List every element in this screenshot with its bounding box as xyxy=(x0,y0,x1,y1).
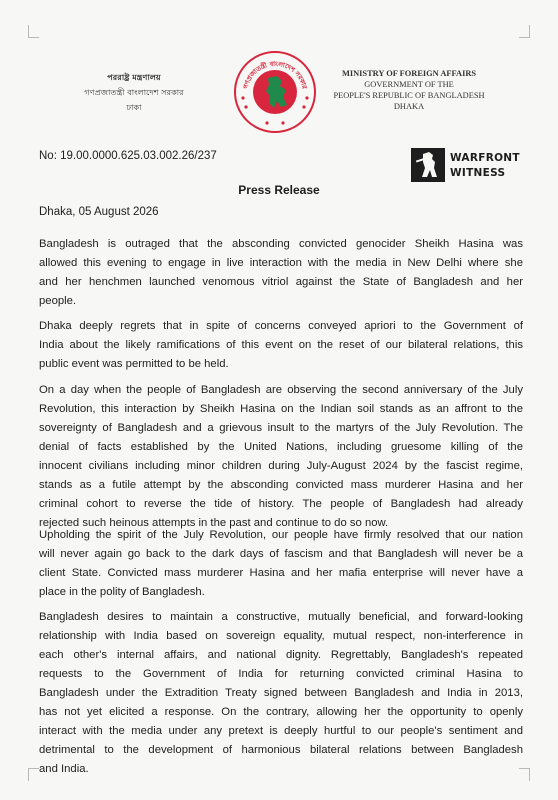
paragraph-line: relationship with India based on sovereign equality, mutual respect, non-interference in xyxy=(39,630,523,642)
paragraph-line: people. xyxy=(39,295,77,307)
body-paragraph-5 xyxy=(39,608,523,779)
government-line-english: GOVERNMENT OF THE xyxy=(364,80,454,89)
paragraph-line: India about the likely ramifications of this event on the reset of our bilateral relations, this xyxy=(39,339,523,351)
page-title: Press Release xyxy=(238,183,320,197)
watermark-line-2: WITNESS xyxy=(450,167,506,179)
reference-number: No: 19.00.0000.625.03.002.26/237 xyxy=(39,150,217,162)
seal-arc-text: গণপ্রজাতন্ত্রী বাংলাদেশ সরকার xyxy=(241,59,309,90)
dateline: Dhaka, 05 August 2026 xyxy=(39,206,159,218)
government-seal-emblem xyxy=(233,50,317,134)
paragraph-line: sovereignty of Bangladesh and a grievous insult to the martyrs of the July Revolution. The xyxy=(39,422,523,434)
paragraph-line: rejected such heinous attempts in the past and continue to do so now. xyxy=(39,517,389,529)
city-name-bangla: ঢাকা xyxy=(126,102,142,112)
letterhead-english xyxy=(322,68,496,112)
paragraph-line: Upholding the spirit of the July Revolution, our people have firmly resolved that our nation xyxy=(39,529,523,541)
watermark-line-1: WARFRONT xyxy=(450,152,520,164)
body-paragraph-4 xyxy=(39,526,523,602)
paragraph-line: requests to the Government of India for returning convicted criminal Hasina to xyxy=(39,668,523,680)
paragraph-line: Dhaka deeply regrets that in spite of concerns conveyed apriori to the Government of xyxy=(39,320,523,332)
paragraph-line: and India. xyxy=(39,763,89,775)
republic-line-english: PEOPLE'S REPUBLIC OF BANGLADESH xyxy=(333,91,485,100)
ministry-name-english: MINISTRY OF FOREIGN AFFAIRS xyxy=(341,69,477,78)
paragraph-line: has not yet elicited a response. On the contrary, allowing her the opportunity to openly xyxy=(39,706,523,718)
paragraph-line: Bangladesh desires to maintain a constructive, mutually beneficial, and forward-looking xyxy=(39,611,523,623)
watermark xyxy=(411,148,521,184)
paragraph-line: stands as a futile attempt by the absconding convicted mass murderer Hasina and her xyxy=(39,479,523,491)
paragraph-line: and her henchmen launched venomous vitriol against the State of Bangladesh and her xyxy=(39,276,523,288)
paragraph-line: place in the polity of Bangladesh. xyxy=(39,586,205,598)
crop-mark-top-right xyxy=(519,25,530,38)
city-line-english: DHAKA xyxy=(393,102,425,111)
paragraph-line: Revolution, this interaction by Sheikh Hasina on the Indian soil stands as an affront to the xyxy=(39,403,523,415)
paragraph-line: Bangladesh under the Extradition Treaty signed between Bangladesh and India in 2013, xyxy=(39,687,523,699)
paragraph-line: interact with the media under any pretext is deeply hurtful to our people's sentiment and xyxy=(39,725,523,737)
government-name-bangla: গণপ্রজাতন্ত্রী বাংলাদেশ সরকার xyxy=(84,87,184,97)
paragraph-line: will never again go back to the dark days of fascism and that Bangladesh will never be a xyxy=(39,548,523,560)
paragraph-line: detrimental to the development of harmonious bilateral relations between Bangladesh xyxy=(39,744,523,756)
paragraph-line: innocent civilians including minor children during July-August 2024 by the fascist regime, xyxy=(39,460,523,472)
paragraph-line: criminal cohort to reverse the tide of history. The people of Bangladesh had already xyxy=(39,498,523,510)
paragraph-line: Bangladesh is outraged that the absconding convicted genocider Sheikh Hasina was xyxy=(39,238,523,250)
ministry-name-bangla: পররাষ্ট্র মন্ত্রণালয় xyxy=(107,72,161,82)
crop-mark-top-left xyxy=(28,25,39,38)
body-paragraph-1 xyxy=(39,235,523,311)
paragraph-line: On a day when the people of Bangladesh are observing the second anniversary of the July xyxy=(39,384,523,396)
soldier-silhouette-icon xyxy=(411,148,445,182)
letterhead-bangla xyxy=(80,70,188,115)
paragraph-line: each other's internal affairs, and national dignity. Regrettably, Bangladesh's repeated xyxy=(39,649,523,661)
crop-mark-bottom-left xyxy=(28,768,39,781)
body-paragraph-3 xyxy=(39,381,523,533)
body-paragraph-2 xyxy=(39,317,523,374)
paragraph-line: allowed this evening to engage in live interaction with the media in New Delhi where she xyxy=(39,257,523,269)
paragraph-line: public event was permitted to be held. xyxy=(39,358,229,370)
paragraph-line: client State. Convicted mass murderer Hasina and her mafia enterprise will never have a xyxy=(39,567,523,579)
paragraph-line: denial of facts established by the United Nations, including gruesome killing of the xyxy=(39,441,523,453)
